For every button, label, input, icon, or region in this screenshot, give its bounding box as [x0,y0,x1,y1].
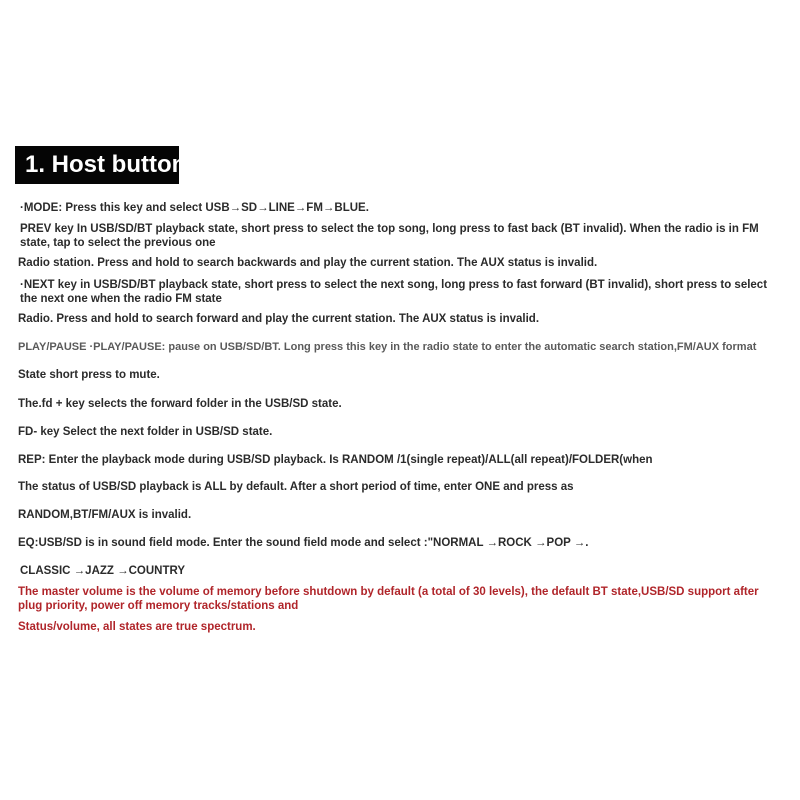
prev-key-radio-text: Radio station. Press and hold to search backwards and play the current station. The AUX status is invalid. [18,257,598,269]
next-key-radio-text: Radio. Press and hold to search forward and play the current station. The AUX status is invalid. [18,313,540,325]
prev-key-text: PREV key In USB/SD/BT playback state, short press to select the top song, long press to fast back (BT invalid). When the radio is in FM state, tap to select the previous one [20,223,759,249]
next-key-text: ·NEXT key in USB/SD/BT playback state, short press to select the next song, long press to fast forward (BT invalid), short press to select the next one when the radio FM state [20,279,768,305]
eq-text-2: CLASSIC →JAZZ →COUNTRY [20,565,186,577]
volume-text-1: The master volume is the volume of memory before shutdown by default (a total of 30 levels), the default BT state,USB/SD support after plug priority, power off memory tracks/stations and [18,586,759,612]
fd-minus-text: FD- key Select the next folder in USB/SD state. [18,426,273,438]
rep-text-2: The status of USB/SD playback is ALL by default. After a short period of time, enter ONE and press as [18,481,574,493]
fd-plus-text: The.fd + key selects the forward folder in the USB/SD state. [18,398,342,410]
eq-text-1: EQ:USB/SD is in sound field mode. Enter the sound field mode and select :"NORMAL →ROCK →POP →. [18,537,589,549]
play-pause-text: PLAY/PAUSE ·PLAY/PAUSE: pause on USB/SD/BT. Long press this key in the radio state to enter the automatic search station,FM/AUX format [18,341,757,353]
rep-text-1: REP: Enter the playback mode during USB/SD playback. Is RANDOM /1(single repeat)/ALL(all repeat)/FOLDER(when [18,454,653,466]
section-title: 1. Host button [15,146,179,184]
volume-text-2: Status/volume, all states are true spectrum. [18,621,256,633]
mode-key-text: ·MODE: Press this key and select USB→SD→LINE→FM→BLUE. [20,202,369,214]
rep-text-3: RANDOM,BT/FM/AUX is invalid. [18,509,192,521]
mute-text: State short press to mute. [18,369,160,381]
